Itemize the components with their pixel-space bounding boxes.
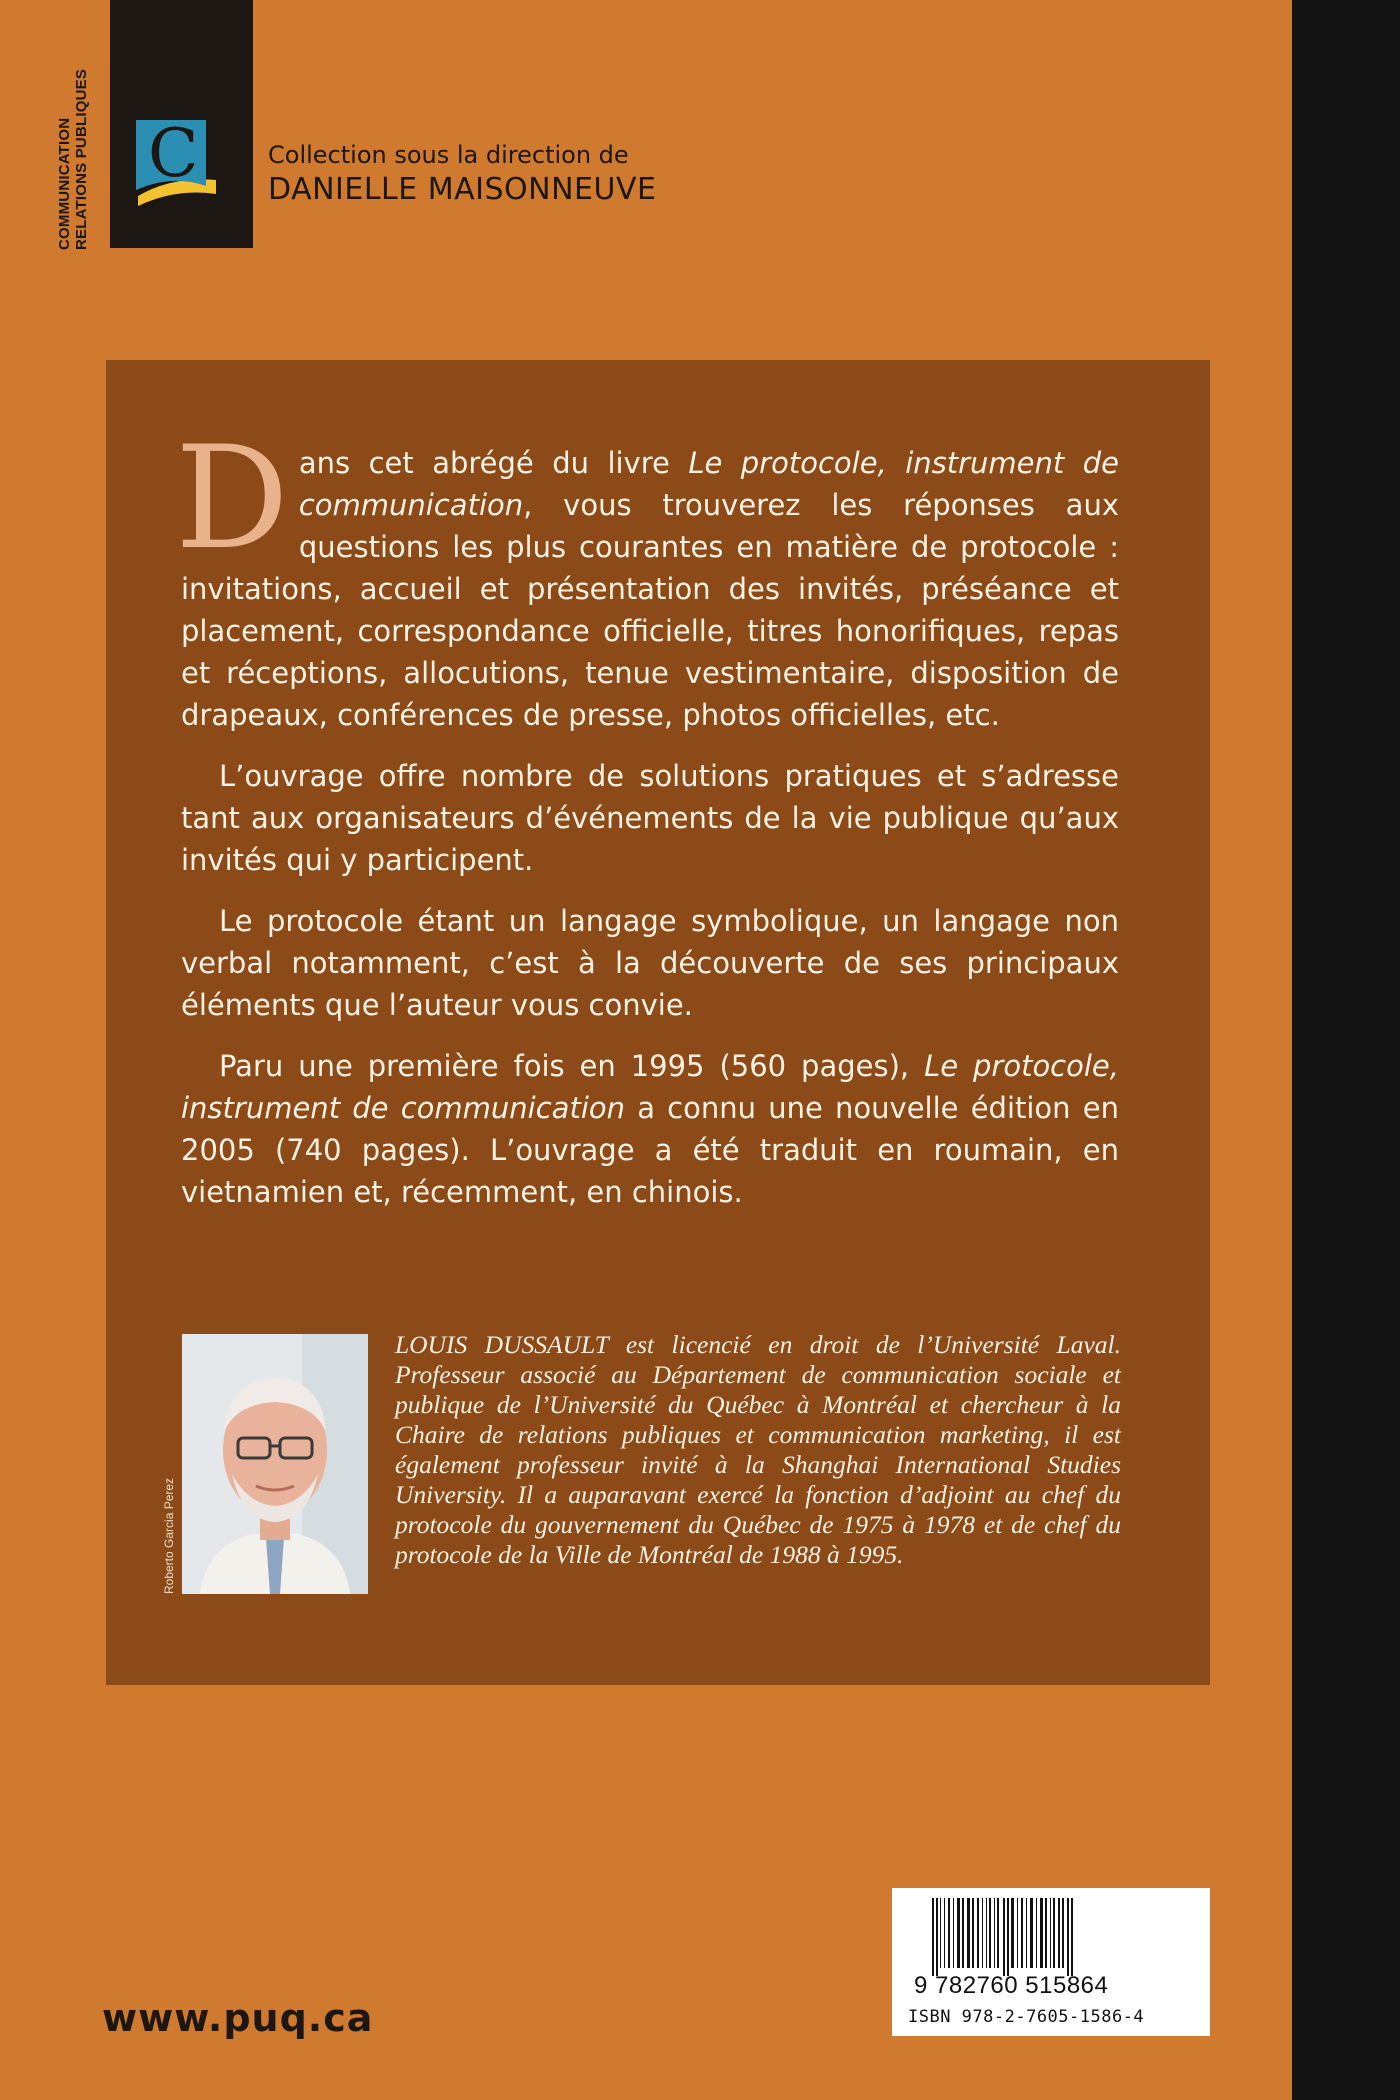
collection-director-name: DANIELLE MAISONNEUVE — [268, 172, 657, 207]
blurb-text — [175, 416, 1119, 1232]
barcode-bar — [972, 1898, 974, 1968]
barcode-bar — [1026, 1898, 1027, 1968]
barcode-bar — [1017, 1898, 1018, 1968]
barcode-bar — [1040, 1898, 1043, 1968]
barcode-bar — [953, 1898, 954, 1968]
barcode-bar — [932, 1898, 934, 1976]
barcode-bar — [989, 1898, 991, 1968]
barcode-bar — [982, 1898, 983, 1968]
collection-c-emblem-icon — [132, 114, 218, 206]
barcode-bar — [967, 1898, 970, 1968]
barcode-bar — [994, 1898, 995, 1968]
barcode-bar — [944, 1898, 945, 1968]
barcode-digits: 9 782760 515864 — [914, 1972, 1109, 1999]
barcode-bar — [1067, 1898, 1069, 1976]
barcode-bar — [940, 1898, 941, 1968]
logo-line-communication: COMMUNICATION — [56, 117, 73, 250]
publisher-website[interactable]: www.puq.ca — [102, 1996, 374, 2040]
spine-edge — [1292, 0, 1400, 2100]
isbn-number: ISBN 978-2-7605-1586-4 — [908, 2007, 1145, 2027]
barcode-bar — [1071, 1898, 1073, 1976]
barcode-bar — [1045, 1898, 1047, 1968]
logo-line-relations: RELATIONS PUBLIQUES — [73, 68, 90, 250]
blurb-p4-end: a connu une nouvelle édition en 2005 (740 pages). L’ouvrage a été traduit en roumain, en vietnamien et, récemment, en chinois. — [181, 1091, 1119, 1209]
barcode-bar — [957, 1898, 960, 1968]
collection-direction-label: Collection sous la direction de — [268, 141, 629, 169]
barcode-bar — [1003, 1898, 1005, 1976]
barcode-bar — [1021, 1898, 1023, 1968]
barcode-bar — [977, 1898, 979, 1968]
barcode-bar — [1007, 1898, 1009, 1976]
author-portrait-illustration — [182, 1334, 368, 1594]
blurb-p1-title: Le protocole, instrument de communication — [298, 446, 1119, 522]
barcode-bar — [936, 1898, 938, 1976]
barcode-bar — [1030, 1898, 1033, 1968]
blurb-paragraph-2: L’ouvrage offre nombre de solutions pratiques et s’adresse tant aux organisateurs d’événements de la vie publique qu’aux invités qui y participent. — [181, 759, 1119, 877]
blurb-paragraph-4 — [181, 1045, 1119, 1213]
emblem-letter: C — [148, 115, 199, 192]
author-bio: LOUIS DUSSAULT est licencié en droit de l’Université Laval. Professeur associé au Département de communication sociale et publique de l’Université du Québec à Montréal et chercheur à la Chaire de relations publiques et communication marketing, il est également professeur invité à la Shanghai International Studies University. Il a auparavant exercé la fonction d’adjoint au chef du protocole du gouvernement du Québec de 1975 à 1978 et de chef du protocole de la Ville de Montréal de 1988 à 1995. — [395, 1330, 1121, 1569]
collection-credit — [268, 140, 656, 210]
blurb-paragraph-3: Le protocole étant un langage symbolique, un langage non verbal notamment, c’est à la découverte de ses principaux éléments que l’auteur vous convie. — [181, 904, 1119, 1022]
blurb-p1-end: , vous trouverez les réponses aux questions les plus courantes en matière de protocole : invitations, accueil et présentation des invités, préséance et placement, correspondance officielle, titres honorifiques, repas et réceptions, allocutions, tenue vestimentaire, disposition de drapeaux, conférences de presse, photos officielles, etc. — [181, 488, 1119, 732]
barcode-bar — [997, 1898, 999, 1968]
barcode-bar — [986, 1898, 987, 1968]
photo-credit: Roberto Garcia Perez — [162, 1477, 176, 1594]
collection-logo-text — [56, 40, 104, 250]
barcode-bar — [1011, 1898, 1014, 1968]
author-photo — [182, 1334, 368, 1594]
barcode-bar — [1050, 1898, 1051, 1968]
barcode-bar — [948, 1898, 950, 1968]
barcode-bar — [1062, 1898, 1064, 1968]
drop-cap: D — [175, 416, 289, 581]
barcode-bar — [1058, 1898, 1060, 1968]
blurb-paragraph-1 — [175, 416, 1119, 736]
blurb-p4-start: Paru une première fois en 1995 (560 pages), — [219, 1049, 925, 1083]
barcode-bar — [1036, 1898, 1037, 1968]
blurb-p4-title: Le protocole, instrument de communication — [181, 1049, 1119, 1125]
barcode-bar — [962, 1898, 964, 1968]
blurb-p1-start: ans cet abrégé du livre — [298, 446, 689, 480]
barcode-bar — [1053, 1898, 1055, 1968]
